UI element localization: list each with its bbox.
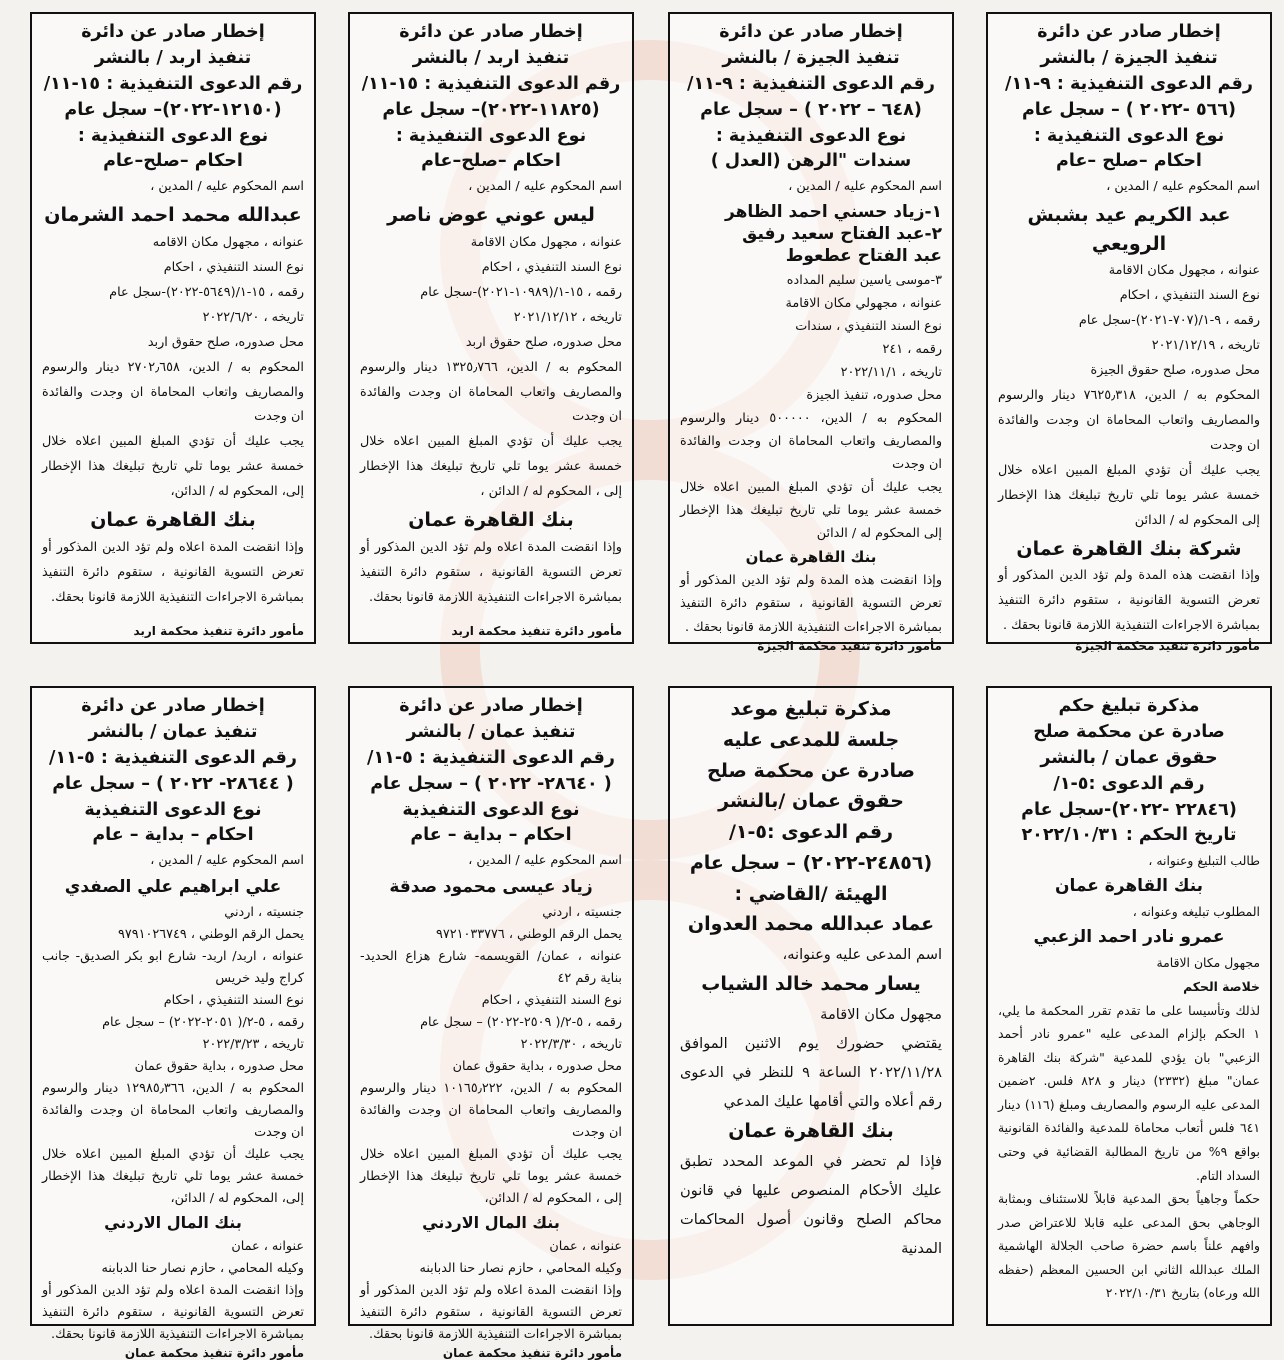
body-line: تاريخه ، ٢٠٢١/١٢/١٢	[513, 309, 622, 325]
signatory: مأمور دائرة تنفيذ محكمة الجيزة	[757, 638, 942, 653]
signatory: مأمور دائرة تنفيذ محكمة عمان	[442, 1345, 622, 1360]
debtor-name: يسار محمد خالد الشياب	[701, 973, 921, 996]
debtor-name: ليس عوني عوض ناصر	[387, 204, 595, 227]
notice-giza-566	[986, 12, 1272, 654]
body-line: نوع السند التنفيذي ، احكام	[1119, 288, 1260, 304]
header-line: صادرة عن محكمة صلح	[1033, 721, 1225, 742]
debtor-name: ١-زياد حسني احمد الظاهر	[725, 202, 942, 223]
body-line: رقمه ، ٥-٢/( ٢٥٠٩-٢٠٢٢) – سجل عام	[420, 1014, 622, 1030]
body-line: عنوانه ، مجهول مكان الاقامة	[470, 234, 622, 250]
body-line: رقمه ، ١٥-١/(١٠٩٨٩-٢٠٢١)-سجل عام	[420, 284, 622, 300]
header-line: نوع الدعوى التنفيذية :	[77, 125, 269, 146]
header-line: الهيئة /القاضي :	[734, 882, 888, 905]
debtor-label: اسم المحكوم عليه / المدين ،	[468, 853, 622, 869]
header-line: ( ٢٨٦٤٤- ٢٠٢٢ ) – سجل عام	[52, 773, 294, 794]
body-line: عنوانه ، عمان	[549, 1238, 622, 1254]
requester-name: بنك القاهرة عمان	[1054, 875, 1204, 896]
body-line: يجب عليك أن تؤدي المبلغ المبين اعلاه خلال خمسة عشر يوما تلي تاريخ تبليغك هذا الإخطار إلى، المحكوم له / الدائن،	[42, 1146, 304, 1206]
header-line: احكام –صلح –عام	[1056, 151, 1202, 172]
debtor-name: عمرو نادر احمد الزعبي	[1033, 926, 1225, 947]
body-line: وكيله المحامي ، حازم نصار حنا الدبابنه	[419, 1260, 622, 1276]
header-line: تنفيذ الجيزة / بالنشر	[1040, 47, 1218, 68]
creditor-name: بنك القاهرة عمان	[90, 509, 256, 532]
creditor-name: بنك القاهرة عمان	[728, 1120, 894, 1143]
notice-amman-28640	[348, 686, 634, 1360]
header-line: (٥٦٦ -٢٠٢٢ ) – سجل عام	[1021, 99, 1237, 120]
body-line: محل صدوره ، بداية حقوق عمان	[134, 1058, 304, 1074]
notice-body	[680, 1000, 942, 1117]
notice-header	[360, 20, 622, 175]
body-line: تاريخه ، ٢٠٢٢/١١/١	[840, 364, 942, 380]
creditor-name: بنك المال الاردني	[104, 1212, 242, 1232]
notice-header	[42, 694, 304, 849]
notice-body	[680, 269, 942, 545]
header-line: إخطار صادر عن دائرة	[719, 22, 903, 42]
header-line: رقم الدعوى التنفيذية : ٥-١١/	[49, 747, 297, 768]
creditor-name: بنك القاهرة عمان	[408, 509, 574, 532]
debtor-name: علي ابراهيم علي الصفدي	[64, 877, 282, 898]
closing-text: وإذا انقضت المدة اعلاه ولم تؤد الدين المذكور أو تعرض التسوية القانونية ، ستقوم دائرة التنفيذ بمباشرة الاجراءات التنفيذية اللازمة قانونا بحقك.	[360, 1282, 622, 1342]
header-line: رقم الدعوى :٥-١/	[1053, 773, 1205, 794]
header-line: احكام –صلح–عام	[103, 151, 243, 172]
body-line: يحمل الرقم الوطني ، ٩٧٢١٠٣٣٧٧٦	[436, 926, 622, 942]
body-line: المحكوم به / الدين، ٥٠٠٠٠٠ دينار والرسوم والمصاريف واتعاب المحاماة ان وجدت والفائدة ان وجدت	[680, 410, 943, 472]
signatory: مأمور دائرة تنفيذ محكمة اربد	[451, 624, 622, 638]
debtor-name: ٢-عبد الفتاح سعيد رفيق	[742, 224, 942, 245]
notice-body	[360, 902, 622, 1210]
body-line: يجب عليك أن تؤدي المبلغ المبين اعلاه خلال خمسة عشر يوما تلي تاريخ تبليغك هذا الإخطار إلى ، المحكوم له / الدائن،	[360, 1146, 622, 1206]
notice-body	[360, 231, 622, 505]
header-line: إخطار صادر عن دائرة	[399, 22, 583, 42]
debtor-label: اسم المحكوم عليه / المدين ،	[788, 179, 942, 195]
closing-text: فإذا لم تحضر في الموعد المحدد تطبق عليك الأحكام المنصوص عليها في قانون محاكم الصلح وقانون أصول المحاكمات المدنية	[680, 1152, 942, 1258]
debtor-label: اسم المحكوم عليه / المدين ،	[1106, 179, 1260, 195]
closing-text: وإذا انقضت المدة اعلاه ولم تؤد الدين المذكور أو تعرض التسوية القانونية ، ستقوم دائرة التنفيذ بمباشرة الاجراءات التنفيذية اللازمة قانونا بحقك.	[42, 1282, 304, 1342]
debtor-name: عبدالله محمد احمد الشرمان	[44, 204, 302, 227]
notice-header	[42, 20, 304, 175]
body-line: المحكوم به / الدين، ١٠١٦٥٫٢٢٢ دينار والرسوم والمصاريف واتعاب المحاماة ان وجدت والفائدة ان وجدت	[360, 1080, 623, 1140]
header-line: تنفيذ اربد / بالنشر	[94, 47, 252, 68]
body-line: عنوانه ، مجهول مكان الاقامه	[152, 234, 304, 250]
header-line: رقم الدعوى :٥-١/	[728, 821, 894, 844]
body-line: رقمه ، ٩-١/(٧٠٧-٢٠٢١)-سجل عام	[1078, 313, 1260, 329]
header-line: إخطار صادر عن دائرة	[81, 696, 265, 716]
body-line: عنوانه ، اربد/ اربد- شارع ابو بكر الصديق- جانب كراج وليد خريس	[42, 948, 304, 986]
body-line: يجب عليك أن تؤدي المبلغ المبين اعلاه خلال خمسة عشر يوما تلي تاريخ تبليغك هذا الإخطار إلى المحكوم له / الدائن	[680, 479, 942, 541]
debtor-label: اسم المحكوم عليه / المدين ،	[150, 853, 304, 869]
body-line: نوع السند التنفيذي ، احكام	[163, 992, 304, 1008]
creditor-details	[42, 1236, 304, 1280]
body-line: نوع السند التنفيذي ، احكام	[481, 992, 622, 1008]
body-line: جنسيته ، اردني	[224, 904, 304, 920]
header-line: (٦٤٨ – ٢٠٢٢ ) – سجل عام	[700, 99, 922, 120]
body-line: رقمه ، ١٥-١/(٥٦٤٩-٢٠٢٢)-سجل عام	[109, 284, 304, 300]
notice-body	[998, 259, 1260, 533]
body-line: تاريخه ، ٢٠٢١/١٢/١٩	[1151, 338, 1260, 354]
debtor-name: عبد الفتاح عطعوط	[785, 246, 942, 267]
header-line: سندات "الرهن (العدل )	[710, 151, 912, 172]
body-line: خلاصة الحكم	[1183, 979, 1260, 995]
body-line: المحكوم به / الدين، ٧٦٢٥٫٣١٨ دينار والرسوم والمصاريف واتعاب المحاماة ان وجدت والفائدة ان وجدت	[998, 388, 1260, 453]
body-line: تاريخه ، ٢٠٢٢/٣/٣٠	[520, 1036, 622, 1052]
body-line: يحمل الرقم الوطني ، ٩٧٩١٠٢٦٧٤٩	[118, 926, 304, 942]
body-line: نوع السند التنفيذي ، احكام	[163, 259, 304, 275]
body-line: تاريخه ، ٢٠٢٢/٣/٢٣	[202, 1036, 304, 1052]
body-line: يقتضي حضورك يوم الاثنين الموافق ٢٠٢٢/١١/٢٨ الساعة ٩ للنظر في الدعوى رقم أعلاه والتي أقامها عليك المدعي	[680, 1034, 943, 1111]
header-line: احكام – بداية – عام	[92, 825, 254, 846]
body-line: يجب عليك أن تؤدي المبلغ المبين اعلاه خلال خمسة عشر يوما تلي تاريخ تبليغك هذا الإخطار إلى المحكوم له / الدائن	[998, 462, 1260, 528]
header-line: احكام –صلح–عام	[421, 151, 561, 172]
body-line: محل صدوره، تنفيذ الجيزة	[806, 387, 942, 403]
signatory: مأمور دائرة تنفيذ محكمة عمان	[124, 1345, 304, 1360]
body-line: عنوانه ، عمان	[231, 1238, 304, 1254]
header-line: تاريخ الحكم : ٢٠٢٢/١٠/٣١	[1021, 825, 1237, 846]
body-line: محل صدوره، صلح حقوق اربد	[465, 334, 622, 350]
closing-text: وإذا انقضت هذه المدة ولم تؤد الدين المذكور أو تعرض التسوية القانونية ، ستقوم دائرة التنفيذ بمباشرة الاجراءات التنفيذية اللازمة قانونا بحقك .	[998, 568, 1260, 634]
body-line: تاريخه ، ٢٠٢٢/٦/٢٠	[202, 309, 304, 325]
body-line: المحكوم به / الدين، ١٢٩٨٥٫٣٦٦ دينار والرسوم والمصاريف واتعاب المحاماة ان وجدت والفائدة ان وجدت	[42, 1080, 305, 1140]
debtor-name: زياد عيسى محمود صدقة	[389, 877, 593, 898]
body-line: رقمه ، ٢٤١	[882, 341, 942, 357]
body-line: محل صدوره، صلح حقوق الجيزة	[1090, 363, 1260, 379]
notice-header	[680, 694, 942, 909]
body-line: مجهول مكان الاقامة	[1156, 955, 1260, 971]
body-line: جنسيته ، اردني	[542, 904, 622, 920]
header-line: رقم الدعوى التنفيذية : ٥-١١/	[367, 747, 615, 768]
header-line: حقوق عمان /بالنشر	[718, 790, 904, 813]
notice-amman-session-24856	[668, 686, 954, 1326]
header-line: حقوق عمان / بالنشر	[1040, 747, 1218, 768]
notice-amman-verdict-22846	[986, 686, 1272, 1326]
notice-header	[680, 20, 942, 175]
signatory: مأمور دائرة تنفيذ محكمة اربد	[133, 624, 304, 638]
closing-text: وإذا انقضت المدة اعلاه ولم تؤد الدين المذكور أو تعرض التسوية القانونية ، ستقوم دائرة التنفيذ بمباشرة الاجراءات التنفيذية اللازمة قانونا بحقك.	[360, 539, 622, 605]
header-line: نوع الدعوى التنفيذية :	[1033, 125, 1225, 146]
creditor-name: بنك القاهرة عمان	[745, 547, 877, 566]
body-line: مجهول مكان الاقامة	[820, 1005, 942, 1023]
notice-amman-28644	[30, 686, 316, 1360]
body-line: المحكوم به / الدين، ٢٧٠٢٫٦٥٨ دينار والرسوم والمصاريف واتعاب المحاماة ان وجدت والفائدة ان وجدت	[42, 359, 304, 425]
debtor-label: اسم المحكوم عليه / المدين ،	[468, 179, 622, 195]
header-line: تنفيذ عمان / بالنشر	[406, 721, 576, 742]
header-line: تنفيذ اربد / بالنشر	[412, 47, 570, 68]
header-line: مذكرة تبليغ حكم	[1058, 696, 1200, 716]
notice-header	[998, 694, 1260, 849]
body-line: محل صدوره، صلح حقوق اربد	[147, 334, 304, 350]
requester-label: طالب التبليغ وعنوانه ،	[1148, 853, 1260, 869]
header-line: نوع الدعوى التنفيذية	[84, 799, 262, 820]
header-line: رقم الدعوى التنفيذية : ١٥-١١/	[361, 73, 621, 94]
body-line: المحكوم به / الدين، ١٣٢٥٫٧٦٦ دينار والرسوم والمصاريف واتعاب المحاماة ان وجدت والفائدة ان وجدت	[360, 359, 622, 425]
notice-irbid-12150	[30, 12, 316, 644]
body-line: يجب عليك أن تؤدي المبلغ المبين اعلاه خلال خمسة عشر يوما تلي تاريخ تبليغك هذا الإخطار إلى ، المحكوم له / الدائن ،	[360, 434, 622, 500]
judge-name: عماد عبدالله محمد العدوان	[687, 913, 935, 936]
creditor-name: بنك المال الاردني	[422, 1212, 560, 1232]
creditor-details	[360, 1236, 622, 1280]
header-line: (٢٤٨٥٦-٢٠٢٢) – سجل عام	[689, 851, 933, 874]
body-line: عنوانه ، مجهولي مكان الاقامة	[785, 295, 942, 311]
debtor-label: المطلوب تبليغه وعنوانه ،	[1132, 904, 1260, 920]
notice-header	[360, 694, 622, 849]
header-line: صادرة عن محكمة صلح	[707, 759, 915, 782]
header-line: جلسة للمدعى عليه	[722, 728, 900, 751]
header-line: إخطار صادر عن دائرة	[399, 696, 583, 716]
notice-irbid-11825	[348, 12, 634, 644]
header-line: نوع الدعوى التنفيذية :	[715, 125, 907, 146]
closing-text: وإذا انقضت المدة اعلاه ولم تؤد الدين المذكور أو تعرض التسوية القانونية ، ستقوم دائرة التنفيذ بمباشرة الاجراءات التنفيذية اللازمة قانونا بحقك.	[42, 539, 304, 605]
debtor-name: عبد الكريم عيد بشبش الرويعي	[1027, 204, 1231, 255]
body-line: نوع السند التنفيذي ، سندات	[795, 318, 942, 334]
closing-text: وإذا انقضت هذه المدة ولم تؤد الدين المذكور أو تعرض التسوية القانونية ، ستقوم دائرة التنفيذ بمباشرة الاجراءات التنفيذية اللازمة قانونا بحقك .	[680, 573, 942, 635]
debtor-names	[680, 201, 942, 267]
header-line: رقم الدعوى التنفيذية : ١٥-١١/	[43, 73, 303, 94]
header-line: رقم الدعوى التنفيذية : ٩-١١/	[687, 73, 935, 94]
body-line: عنوانه ، عمان/ القويسمه- شارع هزاع الحديد- بناية رقم ٤٢	[360, 948, 622, 986]
body-line: وكيله المحامي ، حازم نصار حنا الدبابنه	[101, 1260, 304, 1276]
header-line: نوع الدعوى التنفيذية :	[395, 125, 587, 146]
body-line: ٣-موسى ياسين سليم المداده	[786, 272, 942, 288]
header-line: احكام – بداية – عام	[410, 825, 572, 846]
signatory: مأمور دائرة تنفيذ محكمة الجيزة	[1075, 639, 1260, 654]
header-line: إخطار صادر عن دائرة	[1037, 22, 1221, 42]
debtor-label: اسم المحكوم عليه / المدين ،	[150, 179, 304, 195]
header-line: (٢٢٨٤٦ -٢٠٢٢)-سجل عام	[1021, 799, 1237, 820]
debtor-label: اسم المدعى عليه وعنوانه،	[782, 945, 942, 963]
body-line: رقمه ، ٥-٢/( ٢٠٥١-٢٠٢٢) – سجل عام	[102, 1014, 304, 1030]
header-line: تنفيذ عمان / بالنشر	[88, 721, 258, 742]
body-line: حكماً وجاهياً بحق المدعية قابلاً للاستئناف وبمثابة الوجاهي بحق المدعى عليه قابلا للاعتراض صدر وافهم علناً باسم حضرة صاحب الجلالة الهاشمية الملك عبدالله الثاني ابن الحسين المعظم (حفظه الله ورعاه) بتاريخ ٢٠٢٢/١٠/٣١	[998, 1191, 1260, 1301]
notice-body	[42, 231, 304, 505]
header-line: مذكرة تبليغ موعد	[730, 698, 892, 720]
body-line: يجب عليك أن تؤدي المبلغ المبين اعلاه خلال خمسة عشر يوما تلي تاريخ تبليغك هذا الإخطار إلى، المحكوم له / الدائن،	[42, 434, 304, 500]
header-line: نوع الدعوى التنفيذية	[402, 799, 580, 820]
notice-body	[998, 951, 1260, 1304]
body-line: محل صدوره ، بداية حقوق عمان	[452, 1058, 622, 1074]
body-line: لذلك وتأسيسا على ما تقدم تقرر المحكمة ما يلي، ١ الحكم بإلزام المدعى عليه "عمرو نادر أحمد الزعبي" بان يؤدي للمدعية "شركة بنك القاهرة عمان" مبلغ (٢٣٣٢) دينار و ٨٢٨ فلس. ٢ضمين المدعى عليه الرسوم والمصاريف ومبلغ (١١٦) دينار ٦٤١ فلس أتعاب محاماة للمدعية والفائدة القانونية بواقع ٩% من تاريخ المطالبة القضائية في وحتى السداد التام.	[998, 1002, 1261, 1183]
header-line: إخطار صادر عن دائرة	[81, 22, 265, 42]
header-line: (١١٨٢٥-٢٠٢٢)– سجل عام	[382, 99, 600, 120]
creditor-name: شركة بنك القاهرة عمان	[1016, 537, 1242, 560]
notice-body	[42, 902, 304, 1210]
body-line: عنوانه ، مجهول مكان الاقامة	[1108, 263, 1260, 279]
header-line: (١٢١٥٠-٢٠٢٢)– سجل عام	[64, 99, 282, 120]
notice-header	[998, 20, 1260, 175]
header-line: تنفيذ الجيزة / بالنشر	[722, 47, 900, 68]
notice-giza-648	[668, 12, 954, 653]
header-line: ( ٢٨٦٤٠- ٢٠٢٢ ) – سجل عام	[370, 773, 612, 794]
body-line: نوع السند التنفيذي ، احكام	[481, 259, 622, 275]
header-line: رقم الدعوى التنفيذية : ٩-١١/	[1005, 73, 1253, 94]
